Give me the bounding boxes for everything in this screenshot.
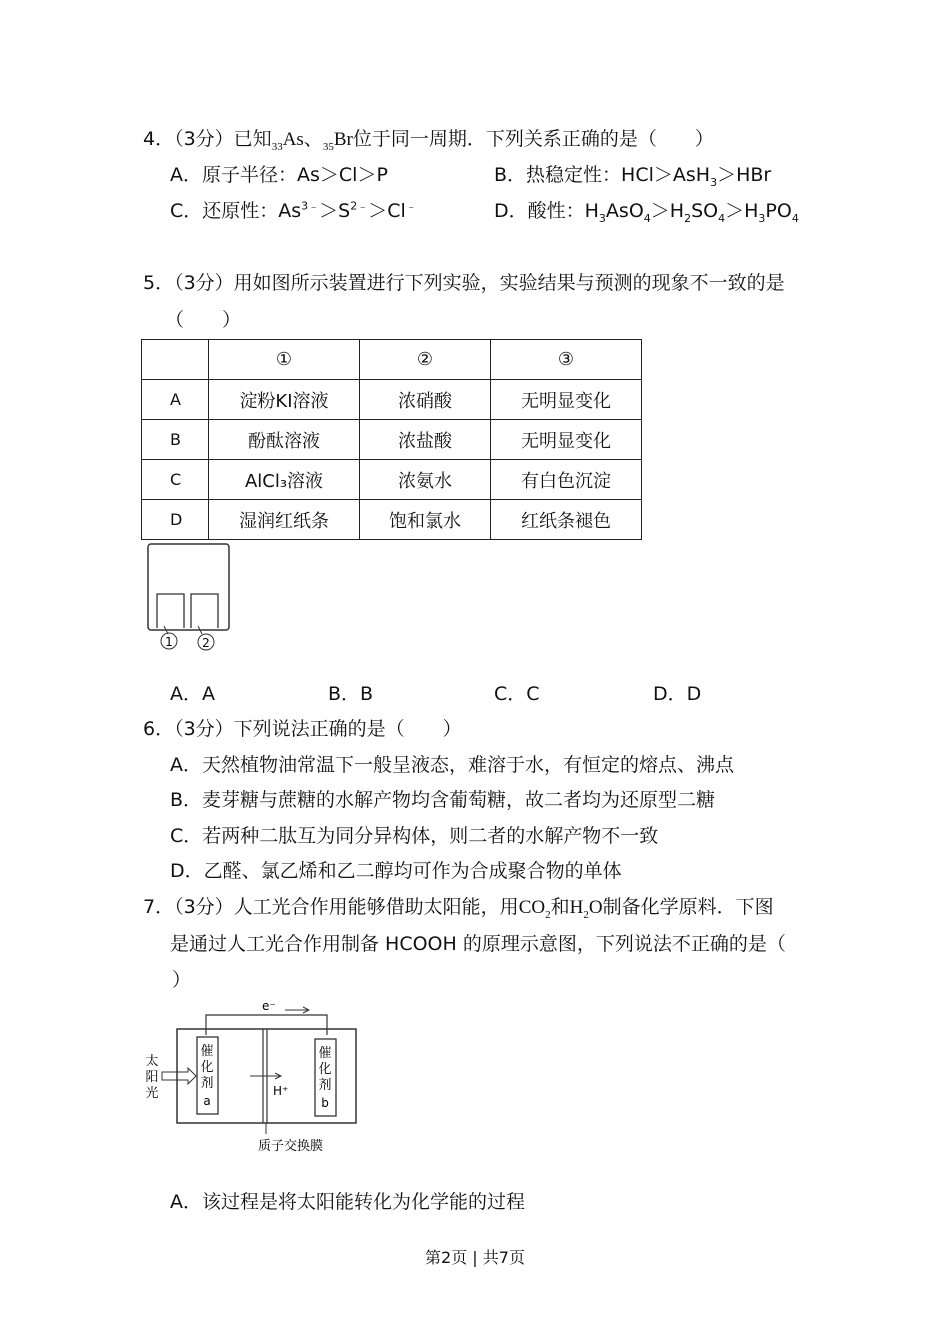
proton-label: H⁺ (273, 1084, 289, 1098)
cat-a-char: 剂 (200, 1076, 214, 1091)
table-cell: D (142, 500, 209, 540)
table-cell: 红纸条褪色 (491, 500, 642, 540)
cat-b-char: 催 (318, 1046, 332, 1061)
q7-option-a: A．该过程是将太阳能转化为化学能的过程 (170, 1191, 525, 1213)
table-cell: 浓盐酸 (360, 420, 491, 460)
q5-option-a: A．A (170, 683, 215, 705)
table-row (142, 420, 642, 460)
q4-d-part: ＞H (725, 200, 759, 222)
q4-d-part: PO (765, 200, 792, 222)
q6-option-a: A．天然植物油常温下一般呈液态，难溶于水，有恒定的熔点、沸点 (170, 754, 734, 776)
table-cell: B (142, 420, 209, 460)
cat-a-char: 化 (200, 1060, 214, 1075)
q4-option-b (494, 160, 771, 187)
table-cell: 无明显变化 (491, 420, 642, 460)
q6-option-d: D．乙醛、氯乙烯和乙二醇均可作为合成聚合物的单体 (170, 860, 622, 882)
q5-apparatus-figure (140, 542, 240, 658)
q5-bracket: （ ） (165, 309, 242, 331)
q4-b-sub: 3 (710, 175, 718, 189)
q7-photosynthesis-diagram (140, 995, 370, 1160)
q5-table (141, 339, 642, 540)
table-cell: 饱和氯水 (360, 500, 491, 540)
q4-option-a: A．原子半径：As＞Cl＞P (170, 164, 388, 186)
co2-formula: CO (518, 897, 546, 918)
table-cell: ① (209, 340, 360, 380)
q4-d-sub: 4 (718, 211, 726, 225)
table-header-row (142, 340, 642, 380)
sun-label-char: 太 (145, 1054, 159, 1069)
q4-c-sup1: 3﹣ (301, 199, 320, 213)
table-row (142, 500, 642, 540)
co2-sub: 2 (545, 908, 551, 921)
q4-option-c (170, 196, 417, 223)
bell-jar (148, 544, 229, 630)
q7-stem-line-1 (143, 892, 774, 919)
label-1: 1 (165, 635, 173, 649)
q4-d-sub: 3 (598, 211, 606, 225)
table-cell: A (142, 380, 209, 420)
page-footer: 第2页 | 共7页 (425, 1248, 525, 1267)
h2o-o: O (588, 897, 603, 918)
q7-text-end: 制备化学原料．下图 (602, 896, 774, 918)
table-cell: C (142, 460, 209, 500)
q4-d-part: AsO (605, 200, 644, 222)
q4-c-text: C．还原性：As (170, 200, 302, 222)
q4-d-part: SO (691, 200, 719, 222)
sun-label-char: 阳 (145, 1070, 159, 1085)
table-cell: 湿润红纸条 (209, 500, 360, 540)
table-cell (142, 340, 209, 380)
q4-stem (143, 124, 714, 151)
table-cell: AlCl₃溶液 (209, 460, 360, 500)
table-cell: 浓硝酸 (360, 380, 491, 420)
h2o-sub: 2 (583, 908, 589, 921)
table-cell: ② (360, 340, 491, 380)
q4-d-sub: 2 (684, 211, 692, 225)
q6-option-b: B．麦芽糖与蔗糖的水解产物均含葡萄糖，故二者均为还原型二糖 (170, 789, 716, 811)
q4-c-mid2: ＞Cl (368, 200, 406, 222)
membrane-label: 质子交换膜 (258, 1139, 324, 1154)
q4-d-sub: 4 (791, 211, 799, 225)
q4-stem-end: 位于同一周期．下列关系正确的是（ ） (352, 128, 714, 150)
q7-stem-line-2: 是通过人工光合作用制备 HCOOH 的原理示意图，下列说法不正确的是（ (170, 933, 786, 955)
sunlight-arrow (162, 1068, 196, 1084)
br-mass-number: 35 (322, 140, 334, 153)
table-cell: 酚酞溶液 (209, 420, 360, 460)
q6-stem: 6．（3分）下列说法正确的是（ ） (143, 718, 462, 740)
table-row (142, 460, 642, 500)
table-cell: ③ (491, 340, 642, 380)
q4-d-part: ＞H (650, 200, 685, 222)
q4-c-mid: ＞S (319, 200, 351, 222)
cat-a-char: a (203, 1094, 211, 1108)
cat-a-char: 催 (200, 1044, 214, 1059)
q4-b-text: B．热稳定性：HCl＞AsH (494, 164, 711, 186)
q5-option-c: C．C (494, 683, 540, 705)
q4-c-sup3: ﹣ (405, 199, 417, 213)
beaker-2 (191, 594, 218, 628)
q4-stem-text: 4．（3分）已知 (143, 128, 272, 150)
q5-option-d: D．D (653, 683, 702, 705)
q4-d-sub: 4 (643, 211, 651, 225)
table-cell: 淀粉KI溶液 (209, 380, 360, 420)
q7-and: 和 (550, 896, 570, 918)
q6-option-c: C．若两种二肽互为同分异构体，则二者的水解产物不一致 (170, 825, 659, 847)
beaker-1 (157, 594, 184, 628)
label-2: 2 (202, 636, 210, 650)
q7-stem-line-3: ） (172, 969, 192, 991)
cat-b-char: 化 (318, 1062, 332, 1077)
br-symbol: Br (333, 129, 353, 150)
table-cell: 浓氨水 (360, 460, 491, 500)
cat-b-char: 剂 (318, 1078, 332, 1093)
q4-b-end: ＞HBr (717, 164, 772, 186)
electron-label: e⁻ (262, 999, 276, 1013)
q7-text: 7．（3分）人工光合作用能够借助太阳能，用 (143, 896, 519, 918)
q4-d-text: D．酸性：H (494, 200, 599, 222)
sun-label-char: 光 (145, 1086, 159, 1101)
cat-b-char: b (321, 1096, 329, 1110)
q4-option-d (494, 196, 799, 223)
q4-d-sub: 3 (758, 211, 766, 225)
as-mass-number: 33 (271, 140, 283, 153)
table-row (142, 380, 642, 420)
table-cell: 无明显变化 (491, 380, 642, 420)
table-cell: 有白色沉淀 (491, 460, 642, 500)
as-symbol: As、 (282, 129, 323, 150)
q4-c-sup2: 2﹣ (350, 199, 369, 213)
h2o-h: H (569, 897, 584, 918)
q5-option-b: B．B (328, 683, 374, 705)
q5-stem: 5．（3分）用如图所示装置进行下列实验，实验结果与预测的现象不一致的是 (143, 272, 785, 294)
